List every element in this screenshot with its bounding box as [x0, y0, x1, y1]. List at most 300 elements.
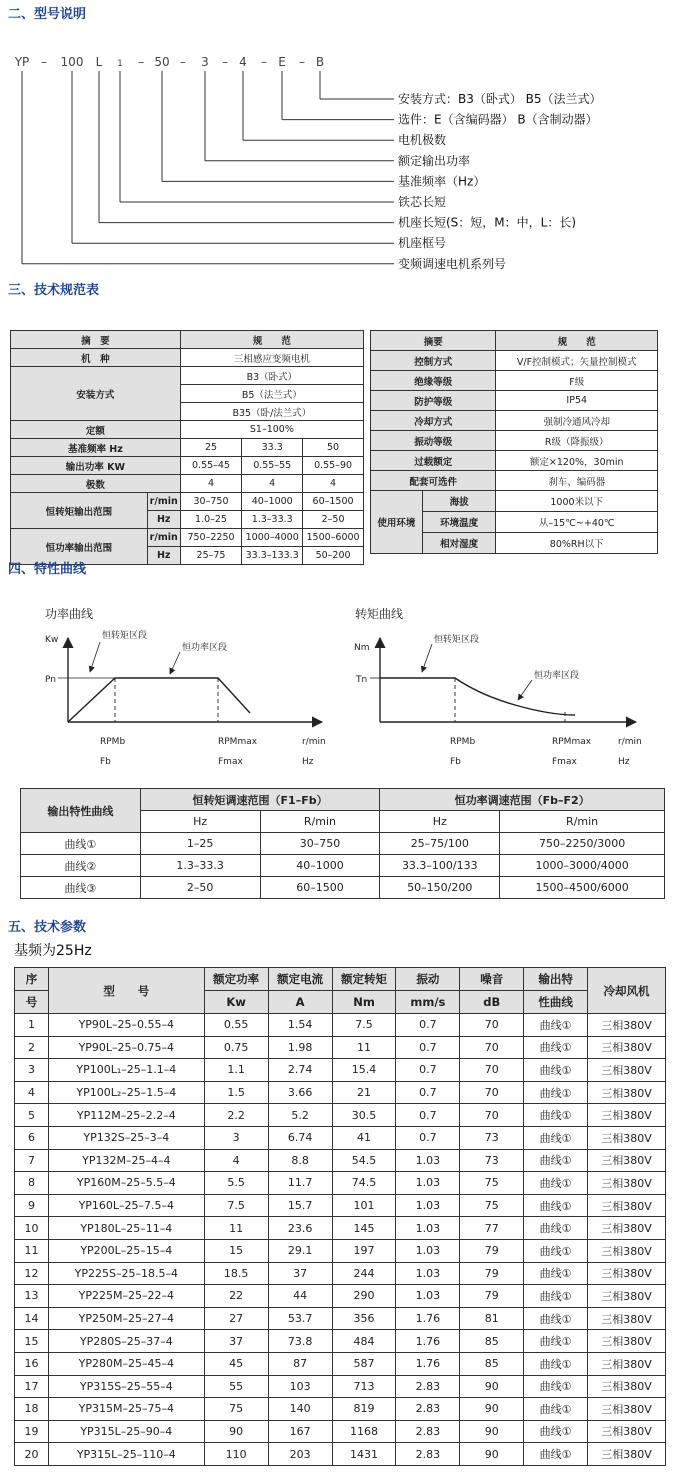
table-cell: 74.5 — [332, 1172, 396, 1195]
table-cell: 8.8 — [268, 1149, 332, 1172]
unit-torque: Nm — [332, 991, 396, 1014]
torque-y-axis-label: Nm — [354, 643, 370, 653]
header-power: 额定功率 — [204, 968, 268, 991]
value-rating: S1–100% — [180, 421, 363, 439]
table-cell: 30.5 — [332, 1104, 396, 1127]
table-cell: YP200L–25–15–4 — [48, 1239, 204, 1262]
table-cell: YP315S–25–55–4 — [48, 1375, 204, 1398]
torque-x1b-label: Fb — [450, 757, 461, 767]
table-cell: 90 — [460, 1398, 524, 1421]
model-code-label: 变频调速电机系列号 — [398, 256, 507, 271]
value-ambient-temp: 从–15℃~+40℃ — [496, 512, 658, 533]
table-cell: 70 — [460, 1104, 524, 1127]
table-cell: 90 — [460, 1375, 524, 1398]
model-code-label: 机座框号 — [398, 236, 447, 251]
table-cell: 曲线① — [21, 833, 141, 855]
table-cell: 2.83 — [396, 1398, 460, 1421]
table-cell: 曲线① — [524, 1330, 588, 1353]
table-cell: 110 — [204, 1443, 268, 1466]
table-cell: YP132S–25–3–4 — [48, 1126, 204, 1149]
table-cell: 4 — [15, 1081, 49, 1104]
value-power: 0.55–55 — [242, 457, 303, 475]
value-ct-hz: 2–50 — [303, 511, 364, 529]
table-cell: 75 — [460, 1194, 524, 1217]
table-cell: 30–750 — [260, 833, 380, 855]
table-cell: 1 — [15, 1014, 49, 1037]
table-row — [15, 1104, 666, 1127]
table-cell: 1.1 — [204, 1059, 268, 1082]
unit-hz: Hz — [147, 547, 180, 565]
table-cell: 三相380V — [588, 1036, 666, 1059]
value-poles: 4 — [242, 475, 303, 493]
table-cell: 曲线① — [524, 1398, 588, 1421]
table-cell: 25–75/100 — [380, 833, 500, 855]
power-curve-title: 功率曲线 — [45, 607, 94, 621]
table-cell: YP280M–25–45–4 — [48, 1352, 204, 1375]
header-curve-b: 性曲线 — [524, 991, 588, 1014]
header-spec: 规 范 — [180, 331, 363, 349]
table-cell: 三相380V — [588, 1014, 666, 1037]
table-cell: 1.76 — [396, 1307, 460, 1330]
table-cell: 曲线① — [524, 1307, 588, 1330]
table-cell: 三相380V — [588, 1104, 666, 1127]
table-row — [15, 1194, 666, 1217]
base-frequency-title: 基频为25Hz — [14, 943, 92, 959]
section-title-spec: 三、技术规范表 — [8, 283, 100, 298]
table-cell: 15.4 — [332, 1059, 396, 1082]
table-cell: 15 — [15, 1330, 49, 1353]
model-code-label: 基准频率（Hz） — [398, 174, 486, 189]
table-row — [15, 1420, 666, 1443]
table-cell: 曲线② — [21, 855, 141, 877]
table-cell: 713 — [332, 1375, 396, 1398]
label-vibration: 振动等级 — [371, 431, 496, 451]
section-title-model: 二、型号说明 — [8, 7, 87, 22]
header-model: 型 号 — [48, 968, 204, 1014]
table-cell: 587 — [332, 1352, 396, 1375]
table-cell: 三相380V — [588, 1307, 666, 1330]
table-cell: 1431 — [332, 1443, 396, 1466]
table-cell: YP160M–25–5.5–4 — [48, 1172, 204, 1195]
model-code-label: 选件：E（含编码器） B（含制动器） — [398, 112, 598, 127]
table-cell: 18 — [15, 1398, 49, 1421]
table-cell: 2.83 — [396, 1420, 460, 1443]
table-cell: 27 — [204, 1307, 268, 1330]
table-cell: 三相380V — [588, 1217, 666, 1240]
model-code-part: L — [95, 55, 103, 69]
value-ct-rmin: 60–1500 — [303, 493, 364, 511]
value-cp-hz: 50–200 — [303, 547, 364, 565]
table-cell: 曲线① — [524, 1172, 588, 1195]
table-cell: 356 — [332, 1307, 396, 1330]
table-cell: 三相380V — [588, 1375, 666, 1398]
spec-table-left — [10, 330, 364, 565]
unit-rmin: R/min — [500, 811, 665, 833]
value-vibration: R级（降振级） — [496, 431, 658, 451]
table-cell: 曲线① — [524, 1194, 588, 1217]
table-cell: 2.74 — [268, 1059, 332, 1082]
torque-cp-zone: 恒功率区段 — [534, 671, 580, 681]
label-protection: 防护等级 — [371, 391, 496, 411]
value-control: V/F控制模式；矢量控制模式 — [496, 351, 658, 371]
value-ct-rmin: 30–750 — [180, 493, 242, 511]
table-cell: 73.8 — [268, 1330, 332, 1353]
model-code-part: 1 — [117, 59, 123, 69]
table-cell: 0.7 — [396, 1036, 460, 1059]
table-cell: 1.03 — [396, 1194, 460, 1217]
table-row — [21, 877, 665, 899]
table-cell: 16 — [15, 1352, 49, 1375]
table-cell: 1000–3000/4000 — [500, 855, 665, 877]
table-cell: 曲线① — [524, 1352, 588, 1375]
label-options: 配套可选件 — [371, 471, 496, 491]
table-cell: 3 — [15, 1059, 49, 1082]
power-x1b-label: Fb — [100, 757, 111, 767]
table-cell: 1.03 — [396, 1172, 460, 1195]
table-cell: 1.5 — [204, 1081, 268, 1104]
table-row — [15, 1036, 666, 1059]
table-cell: 50–150/200 — [380, 877, 500, 899]
table-cell: 750–2250/3000 — [500, 833, 665, 855]
table-cell: 19 — [15, 1420, 49, 1443]
table-row — [15, 1375, 666, 1398]
value-cooling: 强制冷通风冷却 — [496, 411, 658, 431]
table-cell: 4 — [204, 1149, 268, 1172]
table-cell: 79 — [460, 1262, 524, 1285]
table-cell: 79 — [460, 1239, 524, 1262]
label-rating: 定额 — [11, 421, 181, 439]
unit-vibration: mm/s — [396, 991, 460, 1014]
table-cell: 85 — [460, 1330, 524, 1353]
table-cell: 15.7 — [268, 1194, 332, 1217]
model-code-label: 安装方式：B3（卧式） B5（法兰式） — [398, 92, 602, 106]
header-vibration: 振动 — [396, 968, 460, 991]
table-cell: 10 — [15, 1217, 49, 1240]
table-cell: 244 — [332, 1262, 396, 1285]
table-cell: 曲线① — [524, 1285, 588, 1308]
table-cell: 85 — [460, 1352, 524, 1375]
table-cell: 2.83 — [396, 1375, 460, 1398]
table-cell: YP180L–25–11–4 — [48, 1217, 204, 1240]
table-cell: YP315M–25–75–4 — [48, 1398, 204, 1421]
table-cell: YP250M–25–27–4 — [48, 1307, 204, 1330]
table-cell: 41 — [332, 1126, 396, 1149]
label-cooling: 冷却方式 — [371, 411, 496, 431]
table-cell: 79 — [460, 1285, 524, 1308]
table-cell: 三相380V — [588, 1443, 666, 1466]
table-cell: 7 — [15, 1149, 49, 1172]
table-cell: 1.03 — [396, 1217, 460, 1240]
header-ct-range: 恒转矩调速范围（F1–Fb） — [140, 789, 380, 811]
table-cell: 54.5 — [332, 1149, 396, 1172]
table-cell: 5 — [15, 1104, 49, 1127]
table-row — [15, 1307, 666, 1330]
power-curve — [40, 600, 340, 780]
table-cell: 55 — [204, 1375, 268, 1398]
table-cell: 70 — [460, 1059, 524, 1082]
table-cell: 2.2 — [204, 1104, 268, 1127]
table-cell: 曲线① — [524, 1014, 588, 1037]
model-code-part: B — [315, 55, 325, 69]
table-row — [15, 1081, 666, 1104]
header-fan: 冷却风机 — [588, 968, 666, 1014]
table-row — [15, 1398, 666, 1421]
header-summary: 摘要 — [371, 331, 496, 351]
table-cell: YP280S–25–37–4 — [48, 1330, 204, 1353]
value-cp-rmin: 1500–6000 — [303, 529, 364, 547]
table-cell: 73 — [460, 1126, 524, 1149]
table-cell: 三相380V — [588, 1420, 666, 1443]
table-cell: 7.5 — [332, 1014, 396, 1037]
table-cell: 20 — [15, 1443, 49, 1466]
table-cell: 3 — [204, 1126, 268, 1149]
table-cell: 90 — [460, 1443, 524, 1466]
table-cell: 曲线① — [524, 1375, 588, 1398]
unit-current: A — [268, 991, 332, 1014]
header-output-curve: 输出特性曲线 — [21, 789, 141, 833]
value-mount: B35（卧/法兰式） — [180, 403, 363, 421]
table-cell: 40–1000 — [260, 855, 380, 877]
value-mount: B3（卧式） — [180, 367, 363, 385]
model-code-label: 机座长短(S：短，M：中，L：长) — [398, 215, 577, 230]
table-cell: 曲线① — [524, 1126, 588, 1149]
torque-y-mark: Tn — [356, 675, 368, 685]
table-cell: 75 — [460, 1172, 524, 1195]
table-cell: 140 — [268, 1398, 332, 1421]
table-cell: 77 — [460, 1217, 524, 1240]
table-cell: YP225M–25–22–4 — [48, 1285, 204, 1308]
label-insulation: 绝缘等级 — [371, 371, 496, 391]
unit-hz: Hz — [147, 511, 180, 529]
table-cell: 三相380V — [588, 1172, 666, 1195]
table-cell: 1.76 — [396, 1330, 460, 1353]
table-cell: YP225S–25–18.5–4 — [48, 1262, 204, 1285]
table-cell: 11.7 — [268, 1172, 332, 1195]
table-row — [15, 1330, 666, 1353]
power-x-unit: r/min — [302, 737, 326, 747]
table-row — [15, 1262, 666, 1285]
table-row — [15, 1059, 666, 1082]
table-cell: 29.1 — [268, 1239, 332, 1262]
table-cell: 484 — [332, 1330, 396, 1353]
table-row — [15, 1443, 666, 1466]
table-cell: 13 — [15, 1285, 49, 1308]
table-cell: 三相380V — [588, 1239, 666, 1262]
label-control: 控制方式 — [371, 351, 496, 371]
table-cell: 53.7 — [268, 1307, 332, 1330]
table-cell: 21 — [332, 1081, 396, 1104]
table-cell: 三相380V — [588, 1059, 666, 1082]
table-cell: 曲线① — [524, 1104, 588, 1127]
label-poles: 极数 — [11, 475, 181, 493]
table-cell: 1500–4500/6000 — [500, 877, 665, 899]
label-altitude: 海拔 — [422, 491, 496, 512]
table-cell: 101 — [332, 1194, 396, 1217]
table-cell: 曲线① — [524, 1081, 588, 1104]
table-cell: YP90L–25–0.55–4 — [48, 1014, 204, 1037]
table-cell: 75 — [204, 1398, 268, 1421]
model-code-part: – — [261, 55, 267, 69]
power-curve-line — [68, 678, 250, 722]
table-cell: 22 — [204, 1285, 268, 1308]
value-type: 三相感应变频电机 — [180, 349, 363, 367]
table-cell: 2 — [15, 1036, 49, 1059]
unit-hz: Hz — [380, 811, 500, 833]
table-row — [15, 1217, 666, 1240]
table-cell: 1–25 — [140, 833, 260, 855]
table-cell: 11 — [332, 1036, 396, 1059]
table-cell: 145 — [332, 1217, 396, 1240]
table-cell: 1.76 — [396, 1352, 460, 1375]
power-x-unit-b: Hz — [302, 757, 314, 767]
table-cell: 1.98 — [268, 1036, 332, 1059]
power-cp-zone: 恒功率区段 — [182, 643, 228, 653]
label-const-torque: 恒转矩输出范围 — [11, 493, 148, 529]
table-cell: 三相380V — [588, 1081, 666, 1104]
table-cell: 0.7 — [396, 1059, 460, 1082]
section-title-params: 五、技术参数 — [8, 920, 87, 935]
table-cell: 81 — [460, 1307, 524, 1330]
label-humidity: 相对湿度 — [422, 533, 496, 554]
table-cell: 1168 — [332, 1420, 396, 1443]
table-cell: 90 — [204, 1420, 268, 1443]
table-cell: 11 — [15, 1239, 49, 1262]
header-cp-range: 恒功率调速范围（Fb–F2） — [380, 789, 665, 811]
model-code-part: – — [180, 55, 186, 69]
model-code-label: 额定输出功率 — [398, 153, 471, 168]
table-cell: 三相380V — [588, 1149, 666, 1172]
model-code-part: 3 — [201, 55, 209, 69]
value-poles: 4 — [180, 475, 242, 493]
torque-curve — [350, 600, 650, 780]
table-cell: 三相380V — [588, 1398, 666, 1421]
unit-noise: dB — [460, 991, 524, 1014]
torque-x-unit: r/min — [618, 737, 642, 747]
table-cell: 三相380V — [588, 1352, 666, 1375]
label-type: 机 种 — [11, 349, 181, 367]
unit-hz: Hz — [140, 811, 260, 833]
model-code-label: 电机极数 — [398, 133, 447, 148]
table-cell: 8 — [15, 1172, 49, 1195]
table-cell: 6 — [15, 1126, 49, 1149]
torque-curve-title: 转矩曲线 — [355, 607, 404, 621]
value-base-freq: 50 — [303, 439, 364, 457]
power-y-mark: Pn — [45, 675, 56, 685]
table-cell: 11 — [204, 1217, 268, 1240]
table-cell: 14 — [15, 1307, 49, 1330]
table-cell: 70 — [460, 1081, 524, 1104]
table-row — [15, 1126, 666, 1149]
table-cell: 1.3–33.3 — [140, 855, 260, 877]
table-row — [21, 833, 665, 855]
table-cell: 三相380V — [588, 1285, 666, 1308]
value-cp-hz: 25–75 — [180, 547, 242, 565]
value-altitude: 1000米以下 — [496, 491, 658, 512]
header-current: 额定电流 — [268, 968, 332, 991]
power-x2b-label: Fmax — [218, 757, 243, 767]
section-title-curves: 四、特性曲线 — [8, 562, 87, 577]
table-cell: 9 — [15, 1194, 49, 1217]
label-const-power: 恒功率输出范围 — [11, 529, 148, 565]
label-mount: 安装方式 — [11, 367, 181, 421]
table-cell: 5.2 — [268, 1104, 332, 1127]
model-code-diagram — [0, 30, 680, 278]
value-power: 0.55–45 — [180, 457, 242, 475]
model-code-part: – — [299, 55, 305, 69]
model-code-part: 100 — [60, 55, 84, 69]
power-y-axis-label: Kw — [45, 635, 59, 645]
table-cell: 18.5 — [204, 1262, 268, 1285]
power-ct-zone: 恒转矩区段 — [102, 631, 148, 641]
table-row — [15, 1352, 666, 1375]
table-cell: 0.7 — [396, 1104, 460, 1127]
table-cell: 曲线① — [524, 1420, 588, 1443]
header-curve: 输出特 — [524, 968, 588, 991]
table-cell: 33.3–100/133 — [380, 855, 500, 877]
table-cell: 曲线③ — [21, 877, 141, 899]
table-cell: 15 — [204, 1239, 268, 1262]
model-code-part: – — [222, 55, 228, 69]
table-cell: YP112M–25–2.2–4 — [48, 1104, 204, 1127]
header-no-b: 号 — [15, 991, 49, 1014]
value-base-freq: 25 — [180, 439, 242, 457]
table-cell: 37 — [204, 1330, 268, 1353]
table-cell: YP315L–25–90–4 — [48, 1420, 204, 1443]
unit-rmin: r/min — [147, 493, 180, 511]
table-cell: 曲线① — [524, 1036, 588, 1059]
table-cell: 3.66 — [268, 1081, 332, 1104]
table-cell: 12 — [15, 1262, 49, 1285]
table-cell: 曲线① — [524, 1239, 588, 1262]
table-cell: YP160L–25–7.5–4 — [48, 1194, 204, 1217]
output-curve-table — [20, 788, 665, 899]
value-ct-rmin: 40–1000 — [242, 493, 303, 511]
model-code-label: 铁芯长短 — [398, 195, 447, 209]
label-base-freq: 基准频率 Hz — [11, 439, 181, 457]
torque-ct-zone: 恒转矩区段 — [434, 635, 480, 645]
table-cell: 三相380V — [588, 1126, 666, 1149]
table-cell: 0.7 — [396, 1126, 460, 1149]
model-code-part: E — [278, 55, 286, 69]
table-cell: 5.5 — [204, 1172, 268, 1195]
table-cell: 90 — [460, 1420, 524, 1443]
table-cell: 87 — [268, 1352, 332, 1375]
table-cell: 6.74 — [268, 1126, 332, 1149]
table-cell: 1.03 — [396, 1285, 460, 1308]
label-ambient-temp: 环境温度 — [422, 512, 496, 533]
model-code-part: YP — [14, 55, 30, 69]
model-code-part: 50 — [154, 55, 170, 69]
table-cell: 23.6 — [268, 1217, 332, 1240]
table-cell: 曲线① — [524, 1443, 588, 1466]
table-cell: 45 — [204, 1352, 268, 1375]
value-protection: IP54 — [496, 391, 658, 411]
table-cell: 1.03 — [396, 1262, 460, 1285]
table-cell: 73 — [460, 1149, 524, 1172]
model-code-part: – — [138, 55, 144, 69]
power-x1-label: RPMb — [100, 737, 126, 747]
unit-rmin: r/min — [147, 529, 180, 547]
table-cell: 曲线① — [524, 1262, 588, 1285]
torque-cp-pointer — [518, 680, 532, 700]
table-cell: YP90L–25–0.75–4 — [48, 1036, 204, 1059]
table-cell: 7.5 — [204, 1194, 268, 1217]
table-row — [15, 1149, 666, 1172]
table-cell: 2.83 — [396, 1443, 460, 1466]
torque-curve-line — [380, 678, 575, 715]
table-cell: 2–50 — [140, 877, 260, 899]
table-cell: YP100L₁–25–1.1–4 — [48, 1059, 204, 1082]
